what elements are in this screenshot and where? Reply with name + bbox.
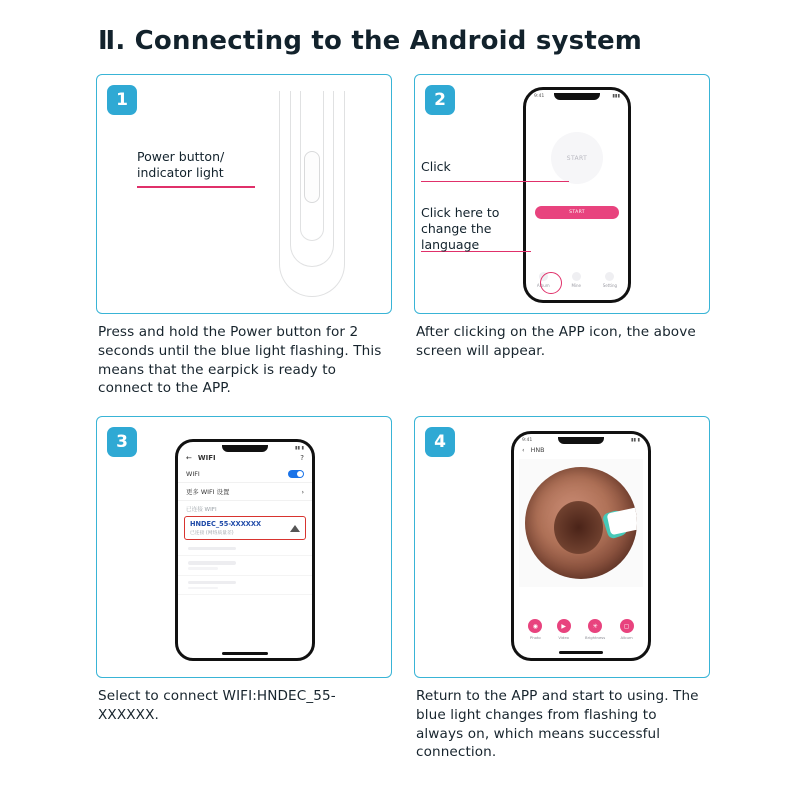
start-circle[interactable]: START [551,132,603,184]
list-item[interactable] [178,542,312,556]
wifi-screen-header [178,451,312,466]
status-left [186,446,187,451]
step-4-badge: 4 [425,427,455,457]
step-3 [96,416,392,776]
phone-mockup-app-home [523,87,631,303]
step-1-figure [96,74,392,314]
connected-section-label: 已连接 WIFI [186,507,217,513]
tool-album[interactable] [620,619,634,640]
placeholder-bar-sub [188,587,218,590]
callout-line-click [421,181,569,182]
power-button-label-line1: Power button/ [137,149,225,164]
ear-camera-view [519,459,643,587]
nav-item-mine[interactable] [571,272,581,288]
status-icons: ▮▮ ▮ [630,438,640,443]
placeholder-bar [188,581,236,584]
help-circle-icon[interactable]: ? [300,454,304,462]
more-wifi-settings-row[interactable] [178,483,312,501]
selected-wifi-network[interactable] [184,516,306,540]
list-item[interactable] [178,556,312,575]
ear-canal-shadow [554,501,603,555]
status-icons: ▮▮▮ [612,94,620,99]
placeholder-bar [188,547,236,550]
tool-label-album: Album [620,635,633,640]
step-1-caption: Press and hold the Power button for 2 seconds until the blue light flashing. This means that the earpick is ready to connect to the APP. [98,324,382,397]
step-2-badge: 2 [425,85,455,115]
step-1-badge: 1 [107,85,137,115]
wifi-toggle-row[interactable] [178,466,312,483]
nav-item-setting[interactable] [603,272,617,288]
step-2-caption: After clicking on the APP icon, the above screen will appear. [416,324,696,359]
step-3-caption: Select to connect WIFI:HNDEC_55-XXXXXX. [98,688,336,723]
tool-video[interactable] [557,619,571,640]
gear-icon [605,272,614,281]
step-4-caption: Return to the APP and start to using. The blue light changes from flashing to always on, which means successful connection. [416,688,699,761]
chevron-right-icon: › [301,487,304,496]
phone-notch [554,93,600,100]
tool-label-video: Video [558,635,569,640]
step-4 [414,416,710,776]
back-arrow-icon[interactable]: ‹ [522,446,525,454]
step-4-figure [414,416,710,678]
wifi-icon [290,525,300,532]
power-button-label [137,149,267,182]
callout-line [137,186,255,188]
selected-wifi-text [190,520,261,536]
start-button[interactable]: START [535,206,619,219]
phone-notch [222,445,268,452]
app-header [514,443,648,457]
home-indicator [559,651,603,654]
app-screen-title: HNB [530,446,545,454]
status-icons: ▮▮ ▮ [294,446,304,451]
status-time: 9:41 [534,94,545,99]
phone-mockup-otoscope-view [511,431,651,661]
power-button-indicator [304,151,320,203]
tool-photo[interactable] [528,619,542,640]
placeholder-bar-sub [188,567,218,570]
album-icon: ▢ [620,619,634,633]
tool-brightness[interactable] [585,619,605,640]
home-indicator [222,652,268,655]
wifi-toggle-label: WIFI [186,470,200,478]
step-3-badge: 3 [107,427,137,457]
power-button-label-line2: indicator light [137,165,224,181]
nav-label-album: Album [536,283,550,288]
wifi-status: 已连接 (网络质量差) [190,531,234,536]
nav-label-setting: Setting [602,283,618,288]
ear-canal-image [525,467,637,579]
connected-section-label-row [178,501,312,514]
tool-label-photo: Photo [529,635,541,640]
wifi-screen-title: WIFI [197,454,216,462]
earpick-tip [602,508,631,540]
language-globe-highlight[interactable] [540,272,562,294]
placeholder-bar [188,561,236,564]
camera-toolbar [514,619,648,640]
tool-label-brightness: Brightness [585,635,606,640]
brightness-icon: ✳ [588,619,602,633]
mine-icon [572,272,581,281]
step-3-figure [96,416,392,678]
video-icon: ▶ [557,619,571,633]
step-2-figure [414,74,710,314]
wifi-ssid: HNDEC_55-XXXXXX [190,520,262,528]
callout-label-click: Click [421,159,451,174]
callout-label-language: Click here to change the language [421,205,500,252]
earpick-device-illustration [257,91,367,306]
nav-label-mine: Mine [571,283,582,288]
step-2 [414,74,710,412]
steps-grid [96,74,710,776]
wifi-toggle[interactable] [288,470,304,478]
step-1 [96,74,392,412]
more-wifi-settings-label: 更多 WIFI 设置 [186,488,230,496]
phone-mockup-wifi-settings [175,439,315,661]
phone-notch [558,437,604,444]
back-arrow-icon[interactable]: ← [186,454,192,462]
status-time: 9:41 [522,438,533,443]
app-home-screen [532,102,622,294]
page-title: Ⅱ. Connecting to the Android system [98,26,643,56]
list-item[interactable] [178,576,312,595]
photo-icon: ◉ [528,619,542,633]
